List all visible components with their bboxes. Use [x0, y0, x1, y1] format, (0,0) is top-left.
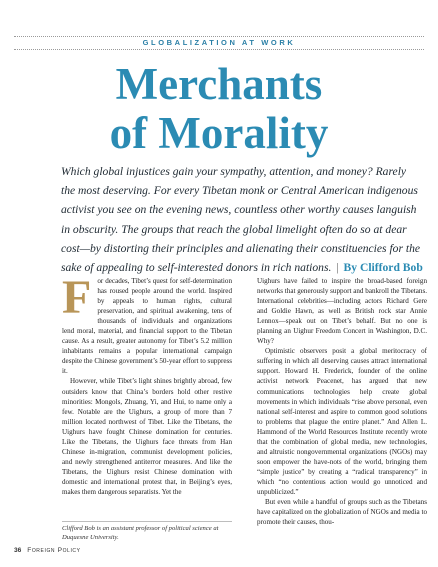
byline: By Clifford Bob	[343, 261, 423, 275]
paragraph	[62, 271, 232, 376]
paragraph: Uighurs have failed to inspire the broad-based foreign networks that generously support and bankroll the Tibetans. International celebrities—including actors Richard Gere and Goldie Hawn, as well as British rock star Annie Lennox—speak out on Tibet’s behalf. But no one is planning an Uighur Freedom Concert in Washington, D.C. Why?	[257, 277, 427, 346]
body-column-right	[257, 276, 427, 527]
section-rule-top	[14, 36, 424, 37]
section-label: GLOBALIZATION AT WORK	[142, 38, 296, 47]
paragraph: Optimistic observers posit a global meritocracy of suffering in which all deserving causes attract international support. Howard H. Frederick, founder of the online activist network Peacenet, has argued that new communications technologies help create global movements in which individuals “rise above personal, even national self-interest and aspire to common good solutions to problems that plague the entire planet.” And Allen L. Hammond of the World Resources Institute recently wrote that the combination of global media, new technologies, and altruistic nongovernmental organizations (NGOs) may soon empower the have-nots of the world, bringing them “simple justice” by creating a “radical transparency” in which “no contentious action would go unnoticed and unpublicized.”	[257, 347, 427, 496]
section-header	[14, 36, 424, 50]
folio	[14, 547, 81, 554]
magazine-name: Foreign Policy	[27, 547, 81, 554]
headline	[0, 60, 438, 158]
headline-line-2: of Morality	[109, 108, 329, 158]
dek	[61, 162, 423, 277]
byline-separator: |	[336, 261, 339, 275]
author-footnote: Clifford Bob is an assistant professor of political science at Duquesne University.	[62, 525, 219, 541]
paragraph: But even while a handful of groups such as the Tibetans have capitalized on the globalization of NGOs and media to promote their causes, thou-	[257, 498, 427, 527]
paragraph: However, while Tibet’s light shines brightly abroad, few outsiders know that China’s borders hold other restive minorities: Mongols, Zhuang, Yi, and Hui, to name only a few. Notable are the Uighurs, a group of more than 7 million located northwest of Tibet. Like the Tibetans, the Uighurs have fought Chinese domination for centuries. Like the Tibetans, the Uighurs face threats from Han Chinese in-migration, communist development policies, and newly strengthened antiterror measures. And like the Tibetans, the Uighurs resist Chinese domination with domestic and international protest that, in Beijing’s eyes, makes them dangerous separatists. Yet the	[62, 377, 232, 496]
dek-text: Which global injustices gain your sympathy, attention, and money? Rarely the most deserving. For every Tibetan monk or Central American indigenous activist you see on the evening news, countless other worthy causes languish in obscurity. The groups that reach the global limelight often do so at dear cost—by distorting their principles and alienating their constituencies for the sake of appealing to self-interested donors in rich nations.	[61, 165, 421, 275]
drop-cap: F	[62, 271, 92, 324]
footnote-rule	[62, 521, 232, 522]
page-number: 36	[14, 547, 22, 554]
body-column-left	[62, 271, 232, 497]
section-rule-bottom	[14, 49, 424, 50]
headline-line-1: Merchants	[115, 59, 323, 109]
paragraph-text: or decades, Tibet’s quest for self-determination has roused people around the world. Inspired by appeals to human rights, cultural preservation, and spiritual awakening, tens of thousands of individuals and organizations lend moral, material, and financial support to the Tibetan cause. As a result, greater autonomy for Tibet’s 5.2 million inhabitants remains a popular international campaign despite the Chinese government’s 50-year effort to suppress it.	[62, 277, 232, 376]
